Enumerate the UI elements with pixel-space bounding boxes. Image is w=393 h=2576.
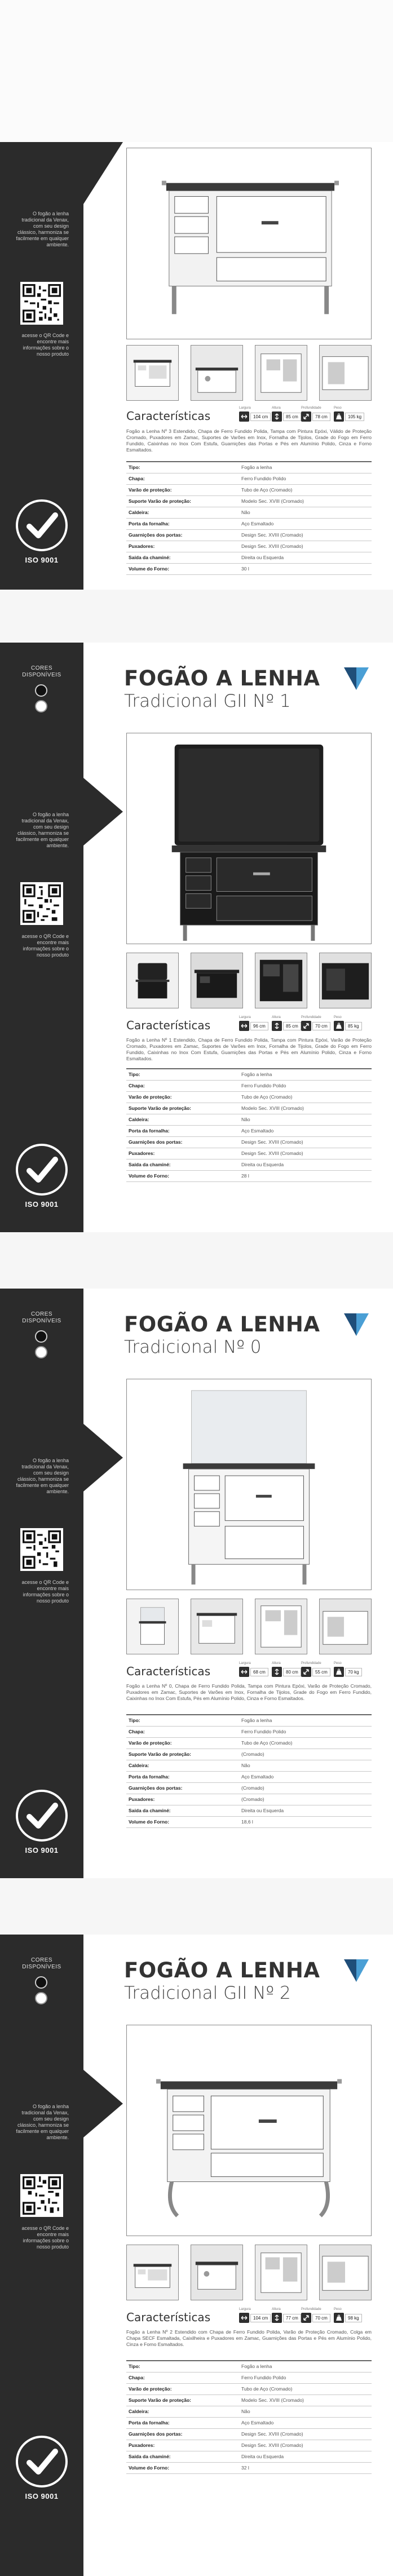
spec-width: Largura 68 cm (239, 1667, 268, 1677)
height-icon (273, 1022, 281, 1030)
thumbnail[interactable] (255, 345, 307, 401)
spec-row (126, 2383, 372, 2394)
spec-value: 32 l (239, 2462, 372, 2473)
iso-check-icon (14, 497, 70, 554)
spec-value: (Cromado) (239, 1794, 372, 1805)
spec-row (126, 1715, 372, 1726)
spec-row (126, 1737, 372, 1749)
spec-row (126, 1805, 372, 1816)
characteristics-title: Características (126, 2311, 211, 2324)
spec-weight: Peso 98 kg (334, 2313, 362, 2323)
product-title: FOGÃO A LENHA (124, 1958, 320, 1982)
spec-key: Varão de proteção: (126, 1091, 239, 1103)
spec-key: Guarnições dos portas: (126, 1136, 239, 1148)
spec-key: Suporte Varão de proteção: (126, 2394, 239, 2406)
qr-code[interactable] (20, 282, 63, 325)
spec-key: Puxadores: (126, 2440, 239, 2451)
spec-row (126, 1125, 372, 1136)
characteristics-header (126, 2309, 372, 2325)
thumbnail-strip (126, 953, 372, 1008)
thumbnail[interactable] (191, 1599, 243, 1654)
thumbnail[interactable] (319, 2245, 372, 2300)
spec-value: Direita ou Esquerda (239, 1805, 372, 1816)
spec-value: Ferro Fundido Polido (239, 1080, 372, 1091)
iso-check-icon (14, 1787, 70, 1844)
sidebar (0, 142, 83, 590)
spec-row (126, 495, 372, 507)
spec-value: Design Sec. XVIII (Cromado) (239, 1136, 372, 1148)
spec-key: Varão de proteção: (126, 2383, 239, 2394)
color-swatch-black[interactable] (35, 1976, 47, 1989)
spec-row (126, 2417, 372, 2428)
iso-certification (14, 497, 70, 564)
spec-row (126, 1159, 372, 1170)
page-divider (0, 590, 393, 643)
width-icon (240, 1022, 248, 1030)
spec-value: Tubo de Aço (Cromado) (239, 1091, 372, 1103)
spec-value: Direita ou Esquerda (239, 1159, 372, 1170)
weight-icon (335, 1668, 343, 1676)
sidebar-promo-text: O fogão a lenha tradicional da Venax, com seu design clássico, harmoniza se facilmente em qualquer ambiente. (16, 2104, 69, 2140)
stove-white-backsplash-illustration (127, 1379, 371, 1590)
thumbnail-strip (126, 345, 372, 401)
height-icon (273, 1668, 281, 1676)
spec-key: Guarnições dos portas: (126, 529, 239, 541)
thumbnail[interactable] (319, 953, 372, 1008)
product-subtitle: Tradicional Nº 0 (124, 1337, 262, 1357)
characteristics-header (126, 408, 372, 424)
spec-row (126, 2361, 372, 2372)
spec-key: Saída da chaminé: (126, 552, 239, 563)
weight-icon (335, 2314, 343, 2322)
spec-key: Guarnições dos portas: (126, 1782, 239, 1794)
spec-value: Não (239, 507, 372, 518)
catalog-page-3 (0, 1289, 393, 1878)
spec-height: Altura 85 cm (272, 411, 301, 422)
sidebar (0, 643, 83, 1232)
thumbnail[interactable] (126, 953, 179, 1008)
thumbnail[interactable] (255, 2245, 307, 2300)
spec-width: Largura 104 cm (239, 411, 271, 422)
spec-row (126, 541, 372, 552)
spec-key: Tipo: (126, 462, 239, 473)
spec-key: Puxadores: (126, 541, 239, 552)
characteristics-title: Características (126, 1019, 211, 1032)
spec-key: Porta da fornalha: (126, 518, 239, 529)
brand-logo-icon (344, 667, 369, 690)
spec-row (126, 484, 372, 495)
spec-value: Ferro Fundido Polido (239, 2372, 372, 2383)
spec-row (126, 1771, 372, 1782)
product-main-image (126, 733, 372, 944)
spec-row (126, 529, 372, 541)
spec-key: Chapa: (126, 1726, 239, 1737)
top-blank-area (0, 0, 393, 142)
qr-caption: acesse o QR Code e encontre mais informações sobre o nosso produto (21, 1579, 69, 1604)
qr-code[interactable] (20, 882, 63, 925)
product-main-image (126, 2025, 372, 2236)
spec-key: Volume do Forno: (126, 1816, 239, 1827)
color-swatch-white[interactable] (35, 1992, 47, 2004)
spec-row (126, 552, 372, 563)
spec-depth: Profundidade 78 cm (301, 411, 330, 422)
spec-row (126, 1794, 372, 1805)
spec-value: 30 l (239, 563, 372, 574)
depth-icon (302, 1668, 310, 1676)
spec-value: Modelo Sec. XVIII (Cromado) (239, 495, 372, 507)
spec-depth: Profundidade 55 cm (301, 1667, 330, 1677)
height-icon (273, 2314, 281, 2322)
spec-key: Puxadores: (126, 1148, 239, 1159)
sidebar-wedge (83, 1424, 129, 1491)
spec-row (126, 2406, 372, 2417)
characteristics-header (126, 1017, 372, 1033)
qr-code-icon (23, 884, 61, 923)
iso-certification (14, 1787, 70, 1854)
depth-icon (302, 413, 310, 421)
characteristics-title: Características (126, 409, 211, 423)
spec-value: Direita ou Esquerda (239, 552, 372, 563)
thumbnail-strip (126, 2245, 372, 2300)
spec-row (126, 1091, 372, 1103)
spec-row (126, 1136, 372, 1148)
spec-value: Aço Esmaltado (239, 1771, 372, 1782)
spec-value: Modelo Sec. XVIII (Cromado) (239, 2394, 372, 2406)
qr-code[interactable] (20, 1528, 63, 1571)
spec-depth: Profundidade 70 cm (301, 2313, 330, 2323)
width-icon (240, 1668, 248, 1676)
page-divider (0, 1878, 393, 1935)
spec-value: Não (239, 1760, 372, 1771)
spec-key: Saída da chaminé: (126, 1805, 239, 1816)
spec-row (126, 1080, 372, 1091)
spec-value: (Cromado) (239, 1749, 372, 1760)
thumbnail-strip (126, 1599, 372, 1654)
colors-available-title: CORES DISPONÍVEIS (22, 1311, 61, 1324)
spec-key: Caldeira: (126, 2406, 239, 2417)
spec-value: Direita ou Esquerda (239, 2451, 372, 2462)
iso-certification (14, 1141, 70, 1209)
spec-row (126, 507, 372, 518)
thumbnail[interactable] (126, 1599, 179, 1654)
spec-key: Tipo: (126, 1715, 239, 1726)
spec-key: Caldeira: (126, 1114, 239, 1125)
color-swatch-black[interactable] (35, 1330, 47, 1343)
spec-row (126, 1103, 372, 1114)
spec-weight: Peso 70 kg (334, 1667, 362, 1677)
spec-key: Saída da chaminé: (126, 2451, 239, 2462)
spec-value: Design Sec. XVIII (Cromado) (239, 2440, 372, 2451)
spec-row (126, 1782, 372, 1794)
stove-black-open-lid-illustration (127, 733, 371, 944)
spec-row (126, 1816, 372, 1827)
spec-key: Varão de proteção: (126, 1737, 239, 1749)
spec-key: Caldeira: (126, 1760, 239, 1771)
thumbnail[interactable] (126, 345, 179, 401)
iso-label: ISO 9001 (25, 1200, 59, 1209)
spec-depth: Profundidade 70 cm (301, 1021, 330, 1031)
catalog-page-1 (0, 142, 393, 590)
spec-row (126, 1170, 372, 1181)
stove-white-gii2-illustration (127, 2025, 371, 2236)
spec-key: Chapa: (126, 473, 239, 484)
spec-weight: Peso 85 kg (334, 1021, 362, 1031)
spec-value: Tubo de Aço (Cromado) (239, 1737, 372, 1749)
depth-icon (302, 2314, 310, 2322)
spec-height: Altura 85 cm (272, 1021, 301, 1031)
spec-key: Volume do Forno: (126, 1170, 239, 1181)
spec-value: Aço Esmaltado (239, 518, 372, 529)
color-swatch-white[interactable] (35, 1346, 47, 1358)
product-main-image (126, 148, 372, 339)
spec-value: Tubo de Aço (Cromado) (239, 2383, 372, 2394)
spec-row (126, 2394, 372, 2406)
iso-check-icon (14, 1141, 70, 1198)
spec-value: Design Sec. XVIII (Cromado) (239, 529, 372, 541)
spec-width: Largura 104 cm (239, 2313, 271, 2323)
spec-value: 18,6 l (239, 1816, 372, 1827)
spec-key: Caldeira: (126, 507, 239, 518)
qr-caption: acesse o QR Code e encontre mais informações sobre o nosso produto (21, 2225, 69, 2250)
qr-caption: acesse o QR Code e encontre mais informações sobre o nosso produto (21, 933, 69, 958)
product-title: FOGÃO A LENHA (124, 666, 320, 691)
spec-height: Altura 80 cm (272, 1667, 301, 1677)
spec-value: Design Sec. XVIII (Cromado) (239, 541, 372, 552)
spec-value: Fogão a lenha (239, 2361, 372, 2372)
characteristics-header (126, 1663, 372, 1679)
spec-key: Suporte Varão de proteção: (126, 1749, 239, 1760)
spec-value: Fogão a lenha (239, 1715, 372, 1726)
spec-key: Suporte Varão de proteção: (126, 495, 239, 507)
height-icon (273, 413, 281, 421)
spec-value: Fogão a lenha (239, 462, 372, 473)
spec-value: Ferro Fundido Polido (239, 1726, 372, 1737)
spec-height: Altura 77 cm (272, 2313, 301, 2323)
width-icon (240, 2314, 248, 2322)
product-subtitle: Tradicional GII Nº 1 (124, 691, 291, 711)
colors-available-title: CORES DISPONÍVEIS (22, 665, 61, 678)
iso-label: ISO 9001 (25, 2492, 59, 2500)
product-description: Fogão a Lenha Nº 1 Estendido, Chapa de Ferro Fundido Polida, Tampa com Pintura Epóxi, Varão de Proteção Cromado, Puxadores em Zamac, Suportes de Varões em Inox, Fornalha de Tijolos, Grade do Fogo em Ferro Fundido, Caixinhas no Inox Com Estufa, Guarnições das Portas e Pés em Alumínio Polido, Cinza e Forno Esmaltados. (126, 1037, 372, 1061)
spec-table (126, 1068, 372, 1182)
sidebar-wedge (83, 778, 129, 846)
spec-row (126, 1148, 372, 1159)
spec-row (126, 2462, 372, 2473)
spec-row (126, 473, 372, 484)
spec-table (126, 461, 372, 575)
spec-row (126, 2428, 372, 2440)
weight-icon (335, 1022, 343, 1030)
spec-key: Chapa: (126, 2372, 239, 2383)
spec-key: Tipo: (126, 1069, 239, 1080)
product-main-image (126, 1379, 372, 1590)
spec-value: (Cromado) (239, 1782, 372, 1794)
spec-value: Design Sec. XVIII (Cromado) (239, 1148, 372, 1159)
qr-code-icon (23, 284, 61, 322)
spec-weight: Peso 105 kg (334, 411, 364, 422)
spec-key: Puxadores: (126, 1794, 239, 1805)
spec-value: Não (239, 1114, 372, 1125)
sidebar-promo-text: O fogão a lenha tradicional da Venax, com seu design clássico, harmoniza se facilmente em qualquer ambiente. (16, 812, 69, 848)
width-icon (240, 413, 248, 421)
spec-value: Aço Esmaltado (239, 2417, 372, 2428)
catalog-page-2 (0, 643, 393, 1232)
thumbnail[interactable] (191, 345, 243, 401)
sidebar-promo-text: O fogão a lenha tradicional da Venax, com seu design clássico, harmoniza se facilmente em qualquer ambiente. (16, 211, 69, 247)
color-swatch-white[interactable] (35, 700, 47, 712)
product-title: FOGÃO A LENHA (124, 1312, 320, 1336)
spec-width: Largura 96 cm (239, 1021, 268, 1031)
spec-row (126, 518, 372, 529)
qr-code-icon (23, 1530, 61, 1569)
qr-code[interactable] (20, 2174, 63, 2217)
product-description: Fogão a Lenha Nº 3 Estendido, Chapa de Ferro Fundido Polida, Tampa com Pintura Epóxi, Válido de Proteção Cromado, Puxadores em Zamac, Suportes de Varões em Inox, Fornalha de Tijolos, Grade do Fogo em Ferro Fundido, Caixinhas no Inox Com Estufa, Guarnições das Portas e Pés em Alumínio Polido, Cinza e Forno Esmaltados. (126, 428, 372, 453)
spec-row (126, 1114, 372, 1125)
sidebar-wedge (83, 2070, 129, 2137)
spec-table (126, 1714, 372, 1828)
product-description: Fogão a Lenha Nº 2 Estendido com Chapa de Ferro Fundido Polida, Varão de Proteção Cromado, Colga em Chapa SECF Esmaltada, Caixilheira e Puxadores em Zamac, Guarnições das Portas e Pés em Alumínio Polido, Cinza e Forno Esmaltados. (126, 2329, 372, 2347)
colors-available-title: CORES DISPONÍVEIS (22, 1957, 61, 1970)
thumbnail[interactable] (319, 1599, 372, 1654)
sidebar-wedge (83, 142, 129, 210)
thumbnail[interactable] (255, 1599, 307, 1654)
spec-value: Fogão a lenha (239, 1069, 372, 1080)
page-divider (0, 1232, 393, 1289)
spec-key: Chapa: (126, 1080, 239, 1091)
iso-certification (14, 2433, 70, 2500)
spec-row (126, 2372, 372, 2383)
thumbnail[interactable] (319, 345, 372, 401)
spec-key: Volume do Forno: (126, 2462, 239, 2473)
spec-row (126, 1069, 372, 1080)
spec-row (126, 1726, 372, 1737)
brand-logo-icon (344, 1959, 369, 1982)
depth-icon (302, 1022, 310, 1030)
iso-label: ISO 9001 (25, 1846, 59, 1854)
spec-value: Não (239, 2406, 372, 2417)
spec-row (126, 2451, 372, 2462)
thumbnail[interactable] (126, 2245, 179, 2300)
catalog-page-4 (0, 1935, 393, 2576)
sidebar-promo-text: O fogão a lenha tradicional da Venax, com seu design clássico, harmoniza se facilmente em qualquer ambiente. (16, 1458, 69, 1494)
spec-table (126, 2360, 372, 2474)
thumbnail[interactable] (191, 2245, 243, 2300)
spec-key: Porta da fornalha: (126, 2417, 239, 2428)
spec-key: Porta da fornalha: (126, 1771, 239, 1782)
characteristics-title: Características (126, 1665, 211, 1678)
spec-value: Aço Esmaltado (239, 1125, 372, 1136)
qr-code-icon (23, 2176, 61, 2215)
spec-row (126, 1760, 372, 1771)
thumbnail[interactable] (191, 953, 243, 1008)
iso-check-icon (14, 2433, 70, 2490)
spec-value: 28 l (239, 1170, 372, 1181)
spec-key: Varão de proteção: (126, 484, 239, 495)
iso-label: ISO 9001 (25, 556, 59, 564)
spec-row (126, 563, 372, 574)
spec-row (126, 1749, 372, 1760)
color-swatch-black[interactable] (35, 684, 47, 697)
spec-value: Ferro Fundido Polido (239, 473, 372, 484)
spec-key: Tipo: (126, 2361, 239, 2372)
spec-row (126, 462, 372, 473)
brand-logo-icon (344, 1313, 369, 1336)
spec-key: Volume do Forno: (126, 563, 239, 574)
spec-key: Saída da chaminé: (126, 1159, 239, 1170)
spec-key: Guarnições dos portas: (126, 2428, 239, 2440)
sidebar (0, 1289, 83, 1878)
spec-value: Tubo de Aço (Cromado) (239, 484, 372, 495)
spec-key: Suporte Varão de proteção: (126, 1103, 239, 1114)
spec-value: Modelo Sec. XVIII (Cromado) (239, 1103, 372, 1114)
stove-white-ext-illustration (127, 148, 371, 339)
spec-value: Design Sec. XVIII (Cromado) (239, 2428, 372, 2440)
product-description: Fogão a Lenha Nº 0, Chapa de Ferro Fundido Polida, Tampa com Pintura Epóxi, Varão de Proteção Cromado, Puxadores em Zamac, Suportes de Varões em Inox, Fornalha de Tijolos, Grade do Fogo em Ferro Fundido, Caixinhas no Inox Com Estufa, Pés em Alumínio Polido, Cinza e Forno Esmaltados. (126, 1683, 372, 1701)
weight-icon (335, 413, 343, 421)
thumbnail[interactable] (255, 953, 307, 1008)
spec-key: Porta da fornalha: (126, 1125, 239, 1136)
sidebar (0, 1935, 83, 2576)
product-subtitle: Tradicional GII Nº 2 (124, 1983, 291, 2003)
qr-caption: acesse o QR Code e encontre mais informações sobre o nosso produto (21, 333, 69, 357)
spec-row (126, 2440, 372, 2451)
